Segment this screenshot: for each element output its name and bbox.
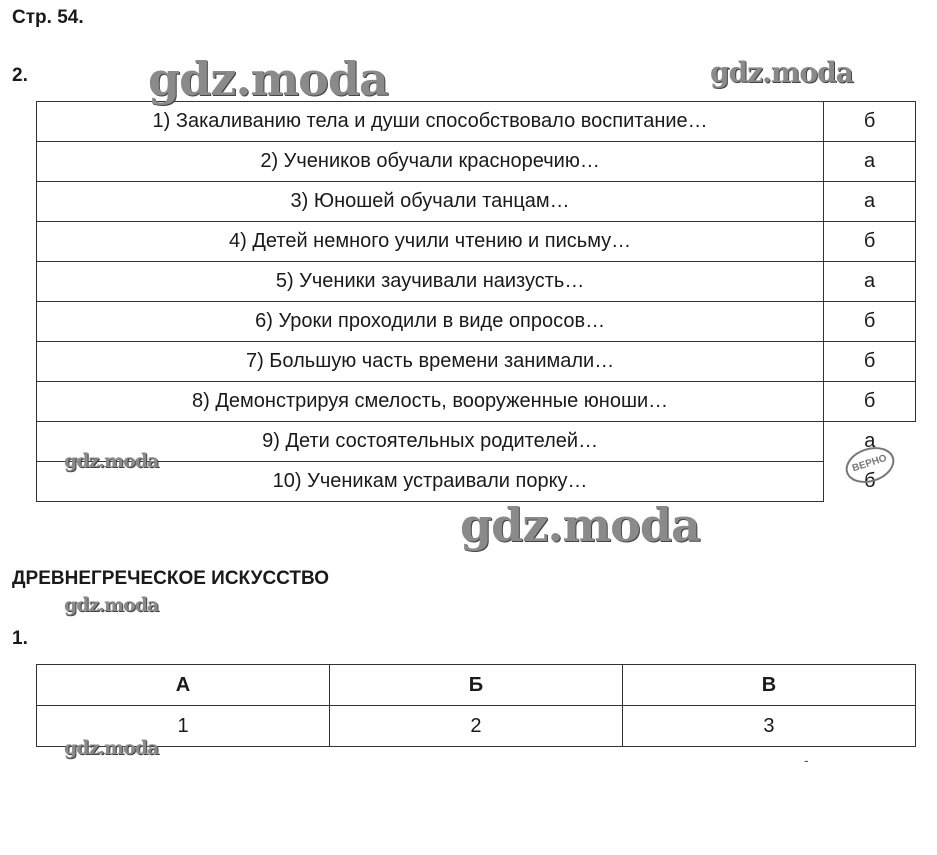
- table-row: [37, 422, 916, 462]
- task-2-number: 2.: [12, 65, 28, 86]
- question-cell: 7) Большую часть времени занимали…: [37, 342, 824, 382]
- question-cell: 10) Ученикам устраивали порку…: [37, 462, 824, 502]
- task-2-table: [36, 101, 916, 502]
- value-cell: 1: [37, 706, 330, 747]
- question-cell: 8) Демонстрируя смелость, вооруженные юноши…: [37, 382, 824, 422]
- section-title: ДРЕВНЕГРЕЧЕСКОЕ ИСКУССТВО: [12, 568, 330, 589]
- header-cell: В: [622, 665, 915, 706]
- watermark: gdz.moda: [64, 450, 159, 472]
- answer-cell: б: [824, 382, 916, 422]
- question-cell: 4) Детей немного учили чтению и письму…: [37, 222, 824, 262]
- question-cell: 6) Уроки проходили в виде опросов…: [37, 302, 824, 342]
- header-cell: Б: [330, 665, 623, 706]
- table-row: [37, 382, 916, 422]
- watermark: gdz.moda: [148, 52, 388, 106]
- table-row: [37, 342, 916, 382]
- question-cell: 2) Учеников обучали красноречию…: [37, 142, 824, 182]
- answer-cell: а: [824, 142, 916, 182]
- table-row: [37, 182, 916, 222]
- table-header-row: [37, 665, 916, 706]
- watermark: gdz.moda: [460, 498, 700, 552]
- task-1-table: [36, 664, 916, 747]
- answer-cell: а: [824, 262, 916, 302]
- task-1-number: 1.: [12, 628, 28, 649]
- watermark: gdz.moda: [710, 56, 853, 89]
- question-cell: 3) Юношей обучали танцам…: [37, 182, 824, 222]
- table-row: [37, 142, 916, 182]
- question-cell: 9) Дети состоятельных родителей…: [37, 422, 824, 462]
- answer-cell: б: [824, 222, 916, 262]
- stamp-mark: ВЕРНО: [841, 441, 899, 489]
- table-row: [37, 706, 916, 747]
- question-cell: 5) Ученики заучивали наизусть…: [37, 262, 824, 302]
- watermark: gdz.moda: [64, 737, 159, 759]
- answer-cell: а: [824, 182, 916, 222]
- answer-cell: б: [824, 342, 916, 382]
- header-cell: А: [37, 665, 330, 706]
- table-row: [37, 302, 916, 342]
- page-heading: Стр. 54.: [12, 7, 84, 28]
- answer-cell: а: [824, 422, 916, 462]
- table-row: [37, 222, 916, 262]
- watermark: gdz.moda: [64, 594, 159, 616]
- dash-mark: -: [804, 752, 809, 768]
- table-row: [37, 462, 916, 502]
- question-cell: 1) Закаливанию тела и души способствовало воспитание…: [37, 102, 824, 142]
- value-cell: 2: [330, 706, 623, 747]
- answer-cell: б: [864, 470, 876, 492]
- table-row: [37, 102, 916, 142]
- table-row: [37, 262, 916, 302]
- answer-cell: б: [824, 302, 916, 342]
- value-cell: 3: [622, 706, 915, 747]
- answer-cell: б: [824, 102, 916, 142]
